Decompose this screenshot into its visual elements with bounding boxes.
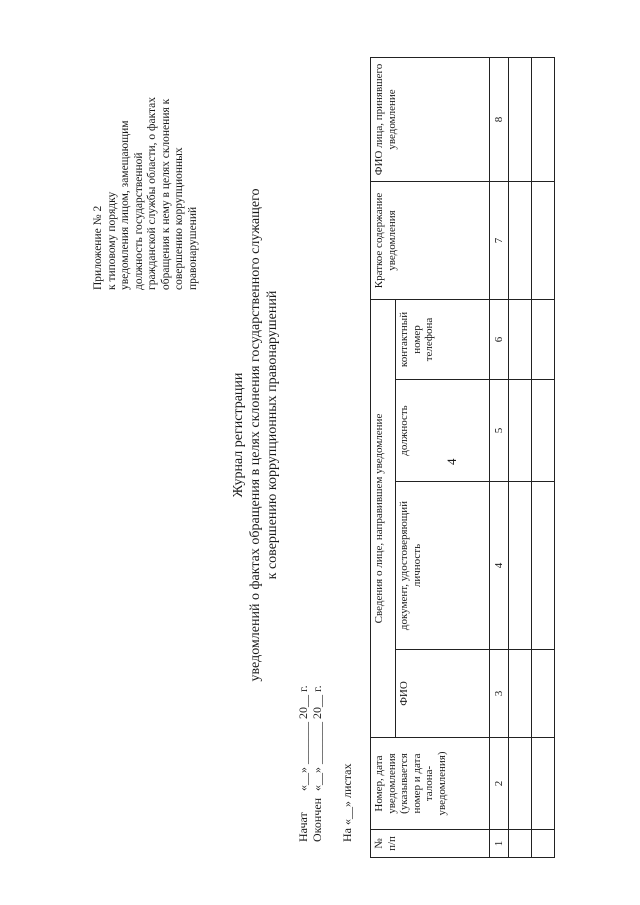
appendix-note — [92, 50, 200, 290]
page-number: 4 — [444, 458, 459, 465]
journal-title — [230, 165, 281, 705]
appendix-line: должность государственной — [132, 152, 145, 290]
col-header-summary: Краткое содержание уведомления — [371, 181, 490, 299]
column-number: 1 — [490, 830, 509, 858]
end-label: Окончен — [310, 797, 324, 842]
appendix-line: уведомления лицом, замещающим — [119, 120, 131, 290]
sheets-count: На «__» листах — [340, 763, 354, 842]
col-header-notification: Номер, дата уведомления (указывается номер и дата талона-уведомления) — [371, 738, 490, 830]
column-number: 5 — [490, 380, 509, 482]
start-date-row — [296, 685, 310, 842]
journal-dates — [296, 685, 324, 842]
table-cell — [508, 57, 531, 181]
col-header-document: документ, удостоверяющий личность — [396, 482, 490, 650]
table-cell — [531, 830, 554, 858]
column-number: 7 — [490, 181, 509, 299]
group-header-sender: Сведения о лице, направившем уведомление — [371, 299, 396, 737]
appendix-line: совершению коррупционных — [173, 147, 185, 290]
column-number: 8 — [490, 57, 509, 181]
table-cell — [508, 181, 531, 299]
table-cell — [508, 830, 531, 858]
col-header-phone: контактный номер телефона — [396, 299, 490, 379]
start-label: Начат — [296, 812, 310, 842]
journal-table — [370, 57, 555, 858]
table-cell — [531, 738, 554, 830]
table-cell — [531, 181, 554, 299]
table-cell — [508, 650, 531, 738]
title-line-2: уведомлений о фактах обращения в целях склонения государственного служащего — [248, 188, 263, 682]
appendix-line: правонарушений — [186, 206, 199, 290]
title-line-1: Журнал регистрации — [231, 372, 246, 498]
table-cell — [531, 380, 554, 482]
table-cell — [531, 650, 554, 738]
column-number: 4 — [490, 482, 509, 650]
appendix-line: обращения к нему в целях склонения к — [159, 98, 172, 290]
appendix-line: Приложение № 2 — [92, 205, 104, 290]
col-header-number: № п/п — [371, 830, 490, 858]
column-number: 2 — [490, 738, 509, 830]
col-header-fio: ФИО — [396, 650, 490, 738]
table-cell — [508, 299, 531, 379]
appendix-line: к типовому порядку — [105, 191, 118, 290]
col-header-position: должность — [396, 380, 490, 482]
column-number: 6 — [490, 299, 509, 379]
table-cell — [508, 738, 531, 830]
table-cell — [508, 380, 531, 482]
end-value: «__» _______ 20__ г. — [310, 685, 324, 791]
end-date-row — [310, 685, 324, 842]
appendix-line: гражданской службы области, о фактах — [146, 96, 158, 290]
table-cell — [531, 482, 554, 650]
table-cell — [508, 482, 531, 650]
column-number: 3 — [490, 650, 509, 738]
table-cell — [531, 299, 554, 379]
journal-table-wrapper — [370, 58, 555, 858]
table-cell — [531, 57, 554, 181]
start-value: «__» _______ 20__ г. — [296, 685, 310, 791]
title-line-3: к совершению коррупционных правонарушений — [265, 290, 280, 580]
col-header-receiver: ФИО лица, принявшего уведомление — [371, 57, 490, 181]
